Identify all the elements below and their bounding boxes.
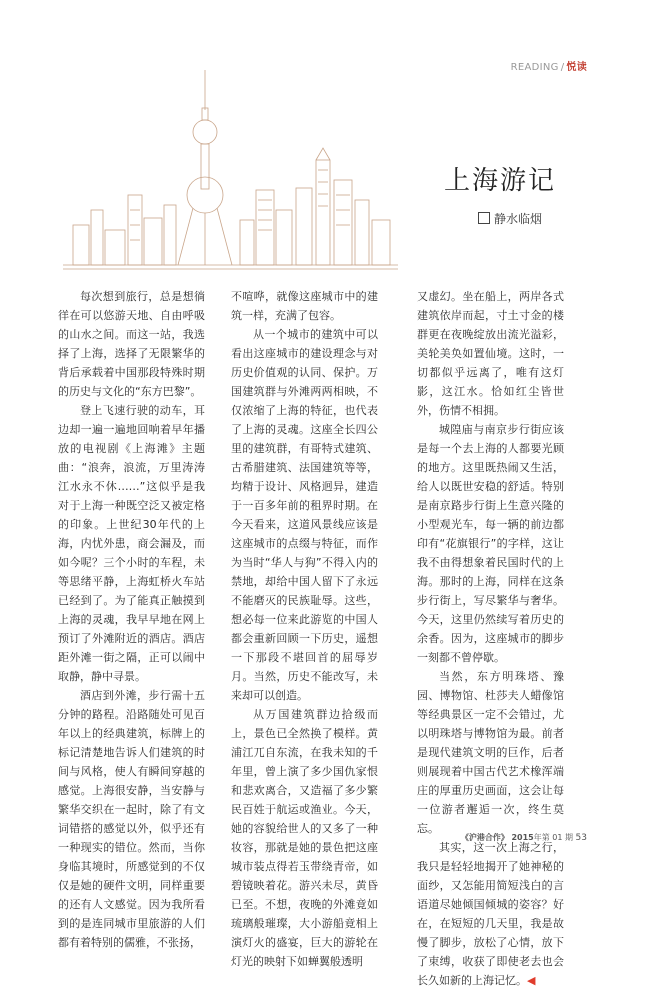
article-column-3	[417, 287, 564, 990]
paragraph: 又虚幻。坐在船上，两岸各式建筑依岸而起，寸土寸金的楼群更在夜晚绽放出流光溢彩，美轮美奂如置仙境。这时，一切都似乎远离了，唯有这灯影，这江水。恰如红尘皆世外，伤情不相拥。	[417, 290, 564, 417]
paragraph: 每次想到旅行，总是想徜徉在可以悠游天地、自由呼吸的山水之间。而这一站，我选择了上海，选择了无限繁华的背后承载着中国那段特殊时期的历史与文化的“东方巴黎”。	[58, 290, 205, 398]
page-footer	[461, 832, 587, 843]
section-label-cn: 悦读	[566, 62, 587, 73]
author-box-icon	[478, 212, 490, 224]
paragraph: 从万国建筑群边拾级而上，景色已全然换了模样。黄浦江兀自东流，在我未知的千年里，曾上演了多少国仇家恨和悲欢离合，又造福了多少繁民百姓于航运或渔业。今天，她的容貌给世人的又多了一种妆容，那就是她的景色把这座城市装点得若玉带绕青帝，如碧镜映着花。游兴未尽，黄昏已至。不想，夜晚的外滩竟如琉璃般璀璨，大小游船竟相上演灯火的盛宴，巨大的游轮在灯光的映射下如蝉翼般透明	[231, 708, 378, 968]
magazine-issue: 年第 01 期	[533, 833, 573, 842]
magazine-year: 2015	[511, 833, 534, 842]
paragraph-text: 其实，这一次上海之行，我只是轻轻地揭开了她神秘的面纱，又怎能用简短浅白的言语道尽她倾国倾城的姿容？好在，在短短的几天里，我是故慢了脚步，放松了心情，放下了束缚，收获了即使老去也会长久如新的上海记忆。	[417, 841, 564, 987]
section-separator: /	[560, 62, 565, 73]
paragraph: 酒店到外滩，步行需十五分钟的路程。沿路随处可见百年以上的经典建筑，标牌上的标记清楚地告诉人们建筑的时间与风格，使人有瞬间穿越的感觉。上海很安静，当安静与繁华交织在一起时，除了有文词错搭的感觉以外，似乎还有一种现实的错位。然而，当你身临其境时，所感觉到的不仅仅是她的硬件文明，同样重要的还有人文感觉。因为我所看到的是连同城市里旅游的人们都有着特别的儒雅，不张扬，	[58, 689, 205, 949]
paragraph: 城隍庙与南京步行街应该是每一个去上海的人都要光顾的地方。这里既热闹又生活，给人以既世安稳的舒适。特别是南京路步行街上生意兴隆的小型观光车，每一辆的前边都印有“花旗银行”的字样，这让我不由得想象着民国时代的上海。那时的上海，同样在这条步行街上，写尽繁华与奢华。今天，这里仍然续写着历史的余香。因为，这座城市的脚步一刻都不曾停歇。	[417, 423, 564, 664]
paragraph: 当然，东方明珠塔、豫园、博物馆、杜莎夫人蜡像馆等经典景区一定不会错过，尤以明珠塔与博物馆为最。前者是现代建筑文明的巨作，后者则展现着中国古代艺术橡浑端庄的厚重历史画面，这会让每一位游者邂逅一次，终生莫忘。	[417, 670, 564, 835]
article-column-2	[231, 287, 378, 971]
article-author	[478, 210, 542, 227]
paragraph: 登上飞速行驶的动车，耳边却一遍一遍地回响着早年播放的电视剧《上海滩》主题曲：“浪奔，浪流，万里涛涛江水永不休……”这似乎是我对于上海一种既空泛又被定格的印象。上世纪30年代的上海，内忧外患，商会漏及，而如今呢？三个小时的车程，未等思绪平静，上海虹桥火车站已经到了。为了能真正触摸到上海的灵魂，我早早地在网上预订了外滩附近的酒店。酒店距外滩一街之隔，正可以闹中取静，静中寻景。	[58, 404, 205, 683]
paragraph: 从一个城市的建筑中可以看出这座城市的建设理念与对历史价值观的认同、保护。万国建筑群与外滩两两相映，不仅浓缩了上海的特征，也代表了上海的灵魂。这座全长四公里的建筑群，有哥特式建筑、古希腊建筑、法国建筑等等，均精于设计、风格迥异，建造于一百多年前的租界时期。在今天看来，这道风景线应该是这座城市的点缀与特征，而作为当时“华人与狗”不得入内的禁地，却给中国人留下了永远不能磨灭的民族耻辱。这些，想必每一位来此游览的中国人都会重新回顾一下历史，遥想一下那段不堪回首的屈辱岁月。当然，历史不能改写，未来却可以创造。	[231, 328, 378, 702]
paragraph: 不喧哗，就像这座城市中的建筑一样，充满了包容。	[231, 290, 378, 322]
end-mark-icon: ◀	[527, 974, 536, 987]
paragraph-final	[417, 838, 564, 990]
magazine-name: 《沪港合作》	[460, 833, 509, 842]
author-name: 静水临烟	[494, 212, 543, 226]
page-number: 53	[575, 833, 587, 843]
section-header	[511, 58, 587, 73]
section-label-en: READING	[510, 62, 559, 73]
shanghai-skyline-illustration	[58, 70, 403, 275]
article-title: 上海游记	[444, 166, 557, 196]
article-column-1	[58, 287, 205, 952]
